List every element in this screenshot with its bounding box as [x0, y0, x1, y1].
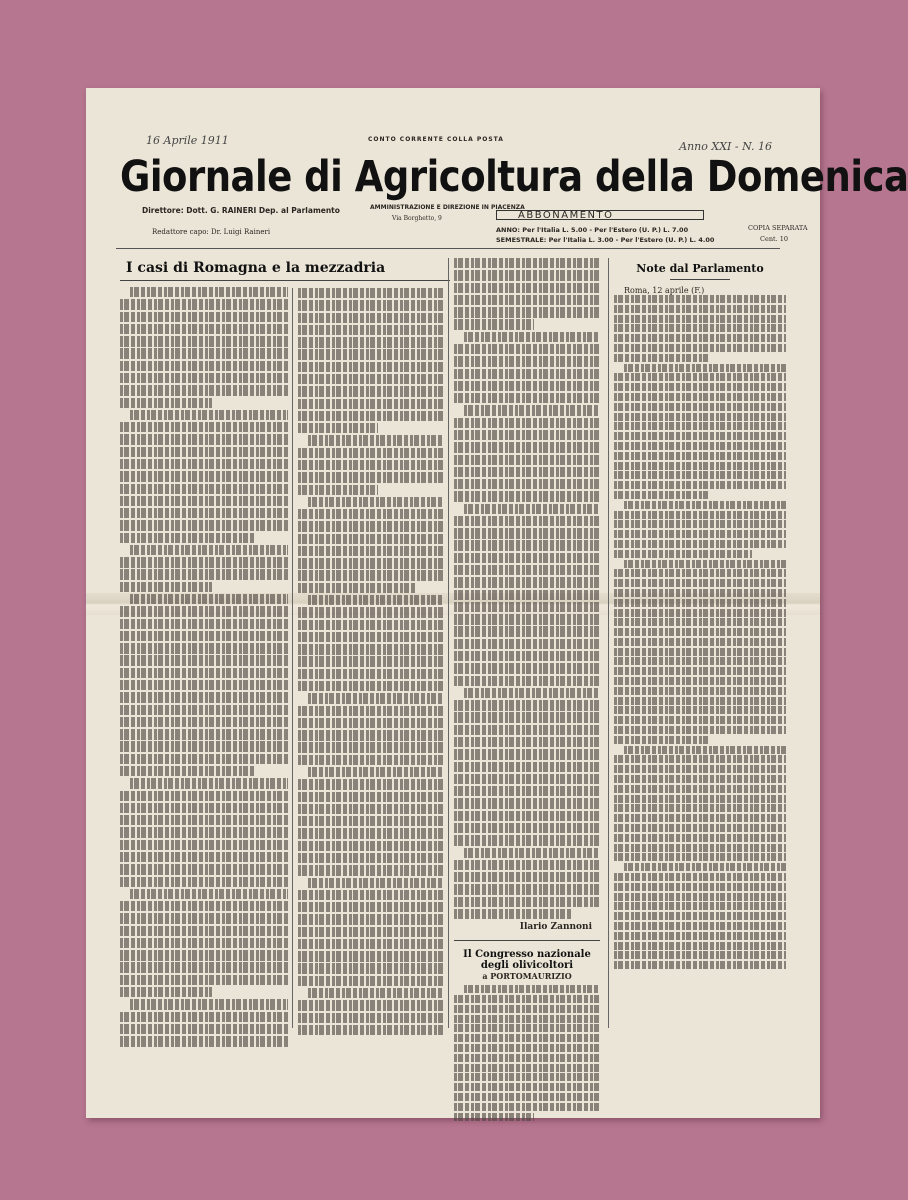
text-line — [130, 889, 288, 899]
text-line — [454, 467, 600, 477]
text-line — [454, 553, 600, 563]
text-line — [298, 423, 378, 433]
text-line — [454, 381, 600, 391]
column-1 — [120, 258, 386, 1048]
issue-number: Anno XXI - N. 16 — [679, 140, 772, 153]
text-line — [614, 569, 786, 577]
text-line — [130, 410, 288, 420]
text-line — [464, 985, 600, 993]
text-line — [120, 987, 212, 997]
text-line — [120, 962, 288, 972]
text-line — [120, 729, 288, 739]
text-line — [454, 762, 600, 772]
text-line — [298, 472, 444, 482]
text-line — [298, 534, 444, 544]
masthead-rule — [116, 248, 780, 249]
text-line — [454, 663, 600, 673]
congresso-place: a PORTOMAURIZIO — [482, 971, 572, 982]
parlamento-title: Note dal Parlamento — [636, 262, 764, 275]
text-line — [614, 579, 786, 587]
text-line — [454, 1044, 600, 1052]
text-line — [614, 589, 786, 597]
text-line — [120, 398, 212, 408]
text-line — [120, 520, 288, 530]
subscription-heading: ABBONAMENTO — [518, 210, 614, 221]
administration-line: AMMINISTRAZIONE E DIREZIONE IN PIACENZA — [370, 204, 525, 211]
text-line — [120, 852, 288, 862]
text-line — [120, 1012, 288, 1022]
text-line — [120, 459, 288, 469]
text-line — [120, 741, 288, 751]
text-line — [120, 569, 288, 579]
article-signature: Ilario Zannoni — [519, 922, 592, 933]
text-line — [614, 354, 709, 362]
text-line — [120, 827, 288, 837]
text-line — [454, 283, 600, 293]
text-line — [298, 337, 444, 347]
text-line — [298, 349, 444, 359]
text-line — [614, 853, 786, 861]
text-line — [454, 749, 600, 759]
text-line — [120, 471, 288, 481]
text-line — [298, 755, 444, 765]
text-line — [614, 677, 786, 685]
text-line — [454, 884, 600, 894]
text-line — [298, 300, 444, 310]
text-line — [614, 550, 752, 558]
text-line — [120, 361, 288, 371]
text-line — [614, 942, 786, 950]
text-line — [298, 914, 444, 924]
text-line — [454, 786, 600, 796]
text-line — [614, 373, 786, 381]
text-line — [130, 999, 288, 1009]
text-line — [614, 716, 786, 724]
newspaper-title: Giornale di Agricoltura della Domenica — [120, 152, 908, 202]
text-line — [298, 742, 444, 752]
text-line — [454, 897, 600, 907]
text-line — [614, 530, 786, 538]
text-line — [120, 926, 288, 936]
text-line — [120, 668, 288, 678]
text-line — [614, 824, 786, 832]
text-line — [454, 1093, 600, 1101]
text-line — [120, 373, 288, 383]
text-line — [454, 1005, 600, 1013]
text-line — [614, 393, 786, 401]
text-line — [454, 418, 600, 428]
text-line — [614, 471, 786, 479]
text-line — [120, 484, 288, 494]
text-line — [130, 545, 288, 555]
text-line — [298, 288, 444, 298]
text-line — [120, 803, 288, 813]
text-line — [614, 902, 786, 910]
text-line — [120, 766, 254, 776]
postal-note: CONTO CORRENTE COLLA POSTA — [368, 136, 504, 143]
parlamento-dateline: Roma, 12 aprile (F.) — [624, 286, 705, 295]
text-line — [308, 435, 444, 445]
text-line — [614, 452, 786, 460]
text-line — [614, 804, 786, 812]
text-line — [614, 422, 786, 430]
article-title-romagna: I casi di Romagna e la mezzadria — [126, 260, 386, 276]
text-line — [614, 315, 786, 323]
text-line — [614, 883, 786, 891]
text-line — [624, 863, 786, 871]
text-line — [614, 961, 786, 969]
text-line — [454, 860, 600, 870]
text-line — [120, 938, 288, 948]
text-line — [120, 447, 288, 457]
text-line — [614, 834, 786, 842]
text-line — [120, 950, 288, 960]
text-line — [614, 932, 786, 940]
text-line — [454, 1113, 534, 1121]
text-line — [298, 1025, 444, 1035]
text-line — [614, 951, 786, 959]
text-line — [454, 676, 600, 686]
text-line — [120, 643, 288, 653]
text-line — [120, 348, 288, 358]
text-line — [298, 620, 444, 630]
text-line — [624, 364, 786, 372]
text-line — [298, 570, 444, 580]
newspaper-page — [86, 88, 908, 1118]
text-line — [614, 893, 786, 901]
text-line — [454, 369, 600, 379]
text-line — [614, 687, 786, 695]
text-line — [308, 767, 444, 777]
text-line — [130, 287, 288, 297]
column-2 — [298, 288, 444, 1037]
text-line — [120, 619, 288, 629]
single-copy-label: COPIA SEPARATA — [748, 224, 808, 232]
text-line — [298, 632, 444, 642]
text-line — [614, 442, 786, 450]
text-line — [120, 791, 288, 801]
text-line — [298, 963, 444, 973]
column-rule — [292, 288, 293, 1028]
text-line — [298, 485, 378, 495]
text-line — [454, 725, 600, 735]
text-line — [454, 811, 600, 821]
text-line — [298, 1000, 444, 1010]
text-line — [120, 299, 288, 309]
text-line — [454, 835, 600, 845]
text-line — [298, 386, 444, 396]
text-line — [308, 497, 444, 507]
text-line — [120, 655, 288, 665]
text-line — [614, 697, 786, 705]
text-line — [614, 324, 786, 332]
text-line — [454, 700, 600, 710]
text-line — [614, 540, 786, 548]
text-line — [298, 976, 444, 986]
text-line — [120, 496, 288, 506]
text-line — [298, 325, 444, 335]
text-line — [614, 844, 786, 852]
text-line — [120, 901, 288, 911]
text-line — [120, 815, 288, 825]
text-line — [298, 927, 444, 937]
title-rule — [670, 279, 730, 280]
text-line — [454, 614, 600, 624]
text-line — [454, 319, 534, 329]
text-line — [298, 558, 444, 568]
text-line — [120, 840, 288, 850]
text-line — [454, 1103, 600, 1111]
text-line — [454, 442, 600, 452]
text-line — [454, 590, 600, 600]
text-line — [120, 705, 288, 715]
text-line — [464, 688, 600, 698]
text-line — [298, 779, 444, 789]
text-line — [454, 1054, 600, 1062]
text-line — [298, 460, 444, 470]
text-line — [454, 823, 600, 833]
text-line — [454, 270, 600, 280]
text-line — [298, 890, 444, 900]
text-line — [298, 607, 444, 617]
text-line — [614, 462, 786, 470]
text-line — [298, 669, 444, 679]
text-line — [120, 1024, 288, 1034]
text-line — [454, 737, 600, 747]
text-line — [454, 995, 600, 1003]
text-line — [464, 504, 600, 514]
column-3 — [454, 258, 600, 1122]
text-line — [614, 305, 786, 313]
text-line — [454, 651, 600, 661]
text-line — [120, 385, 288, 395]
text-line — [454, 528, 600, 538]
text-line — [120, 557, 288, 567]
text-line — [614, 785, 786, 793]
text-line — [120, 877, 288, 887]
text-line — [298, 546, 444, 556]
text-line — [308, 878, 444, 888]
text-line — [298, 448, 444, 458]
text-line — [298, 951, 444, 961]
column-rule — [448, 258, 449, 1028]
text-line — [614, 912, 786, 920]
text-line — [120, 754, 288, 764]
text-line — [464, 848, 600, 858]
text-line — [298, 792, 444, 802]
text-line — [298, 816, 444, 826]
text-line — [298, 681, 444, 691]
text-line — [464, 405, 600, 415]
text-line — [614, 383, 786, 391]
text-line — [614, 922, 786, 930]
address-line: Via Borghetto, 9 — [392, 215, 442, 222]
editor-line: Redattore capo: Dr. Luigi Raineri — [152, 228, 271, 236]
text-line — [120, 582, 212, 592]
text-line — [614, 667, 786, 675]
text-line — [120, 324, 288, 334]
text-line — [614, 726, 786, 734]
text-line — [298, 804, 444, 814]
text-line — [298, 521, 444, 531]
text-line — [614, 413, 786, 421]
text-line — [614, 609, 786, 617]
text-line — [454, 712, 600, 722]
text-line — [614, 403, 786, 411]
masthead — [86, 88, 908, 258]
text-line — [454, 626, 600, 636]
text-line — [454, 307, 600, 317]
text-line — [614, 520, 786, 528]
text-line — [454, 774, 600, 784]
issue-date: 16 Aprile 1911 — [146, 134, 229, 147]
text-line — [454, 516, 600, 526]
text-line — [454, 602, 600, 612]
text-line — [614, 795, 786, 803]
text-line — [614, 775, 786, 783]
text-line — [298, 313, 444, 323]
column-4 — [614, 258, 786, 971]
text-line — [298, 939, 444, 949]
text-line — [120, 680, 288, 690]
director-line: Direttore: Dott. G. RAINERI Dep. al Parlamento — [142, 206, 340, 215]
text-line — [130, 594, 288, 604]
text-line — [614, 618, 786, 626]
text-line — [454, 1083, 600, 1091]
text-line — [464, 332, 600, 342]
text-line — [624, 501, 786, 509]
text-line — [614, 344, 786, 352]
text-line — [120, 606, 288, 616]
text-line — [298, 865, 444, 875]
text-line — [454, 344, 600, 354]
text-line — [120, 533, 254, 543]
text-line — [298, 399, 444, 409]
text-line — [120, 717, 288, 727]
text-line — [298, 644, 444, 654]
text-line — [298, 902, 444, 912]
text-line — [298, 828, 444, 838]
text-line — [614, 481, 786, 489]
text-line — [454, 639, 600, 649]
text-line — [454, 565, 600, 575]
text-line — [614, 814, 786, 822]
text-line — [454, 258, 600, 268]
text-line — [614, 755, 786, 763]
congresso-title: Il Congresso nazionale degli olivicoltori — [463, 949, 591, 972]
text-line — [454, 1034, 600, 1042]
text-line — [614, 873, 786, 881]
text-line — [614, 334, 786, 342]
text-line — [454, 295, 600, 305]
text-line — [624, 560, 786, 568]
text-line — [624, 746, 786, 754]
text-line — [298, 853, 444, 863]
text-line — [120, 631, 288, 641]
text-line — [120, 434, 288, 444]
text-line — [454, 909, 571, 919]
text-line — [298, 718, 444, 728]
text-line — [614, 295, 786, 303]
text-line — [454, 1024, 600, 1032]
title-rule — [120, 280, 450, 281]
text-line — [120, 692, 288, 702]
text-line — [614, 765, 786, 773]
text-line — [308, 988, 444, 998]
text-line — [454, 1015, 600, 1023]
text-line — [614, 648, 786, 656]
text-line — [614, 491, 709, 499]
text-line — [454, 491, 600, 501]
rate-semiannual: SEMESTRALE: Per l'Italia L. 3.00 - Per l'Estero (U. P.) L. 4.00 — [496, 236, 715, 244]
text-line — [454, 577, 600, 587]
text-line — [454, 356, 600, 366]
text-line — [614, 511, 786, 519]
text-line — [298, 656, 444, 666]
text-line — [454, 798, 600, 808]
text-line — [298, 362, 444, 372]
text-line — [454, 430, 600, 440]
text-line — [614, 599, 786, 607]
text-line — [120, 422, 288, 432]
text-line — [614, 657, 786, 665]
text-line — [308, 595, 444, 605]
text-line — [120, 913, 288, 923]
text-line — [298, 509, 444, 519]
section-rule — [454, 940, 600, 941]
text-line — [130, 778, 288, 788]
column-rule — [608, 258, 609, 1028]
text-line — [298, 730, 444, 740]
text-line — [454, 540, 600, 550]
text-line — [120, 1036, 288, 1046]
text-line — [298, 411, 444, 421]
text-line — [298, 841, 444, 851]
text-line — [120, 864, 288, 874]
text-line — [120, 336, 288, 346]
text-line — [308, 693, 444, 703]
text-line — [298, 583, 415, 593]
text-line — [614, 638, 786, 646]
text-line — [120, 975, 288, 985]
text-line — [120, 312, 288, 322]
text-line — [454, 455, 600, 465]
text-line — [454, 1064, 600, 1072]
single-copy-price: Cent. 10 — [760, 235, 789, 243]
text-line — [454, 1073, 600, 1081]
text-line — [120, 508, 288, 518]
text-line — [298, 706, 444, 716]
text-line — [614, 628, 786, 636]
text-line — [454, 872, 600, 882]
text-line — [454, 479, 600, 489]
text-line — [614, 706, 786, 714]
text-line — [298, 1013, 444, 1023]
text-line — [614, 736, 709, 744]
text-line — [298, 374, 444, 384]
text-line — [614, 432, 786, 440]
rate-annual: ANNO: Per l'Italia L. 5.00 - Per l'Estero (U. P.) L. 7.00 — [496, 226, 689, 234]
text-line — [454, 393, 600, 403]
